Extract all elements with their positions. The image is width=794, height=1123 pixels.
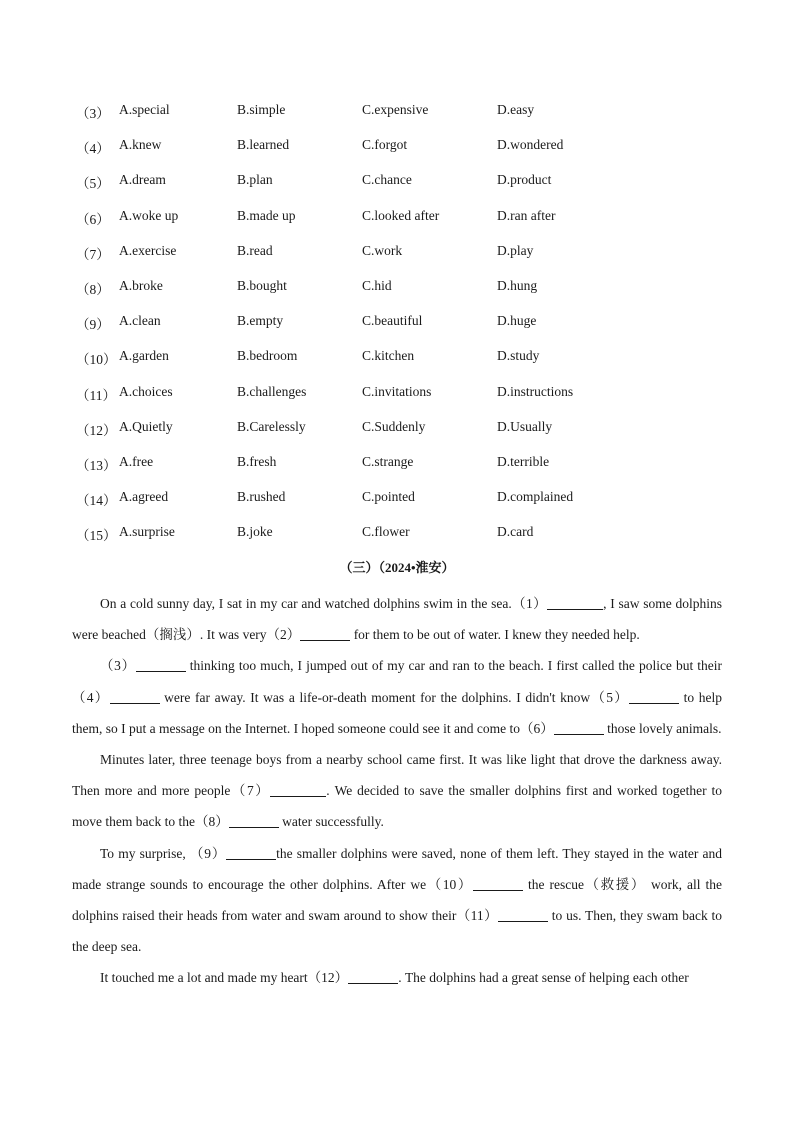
option-b[interactable]: B.bought (237, 277, 287, 293)
option-b[interactable]: B.empty (237, 313, 284, 329)
option-row (72, 243, 722, 278)
option-row (72, 172, 722, 207)
question-number: （8） (76, 281, 110, 297)
paragraph-3 (72, 744, 722, 838)
paragraph-5 (72, 962, 722, 993)
blank-12[interactable] (348, 970, 398, 985)
option-c[interactable]: C.forgot (362, 137, 408, 153)
text: On a cold sunny day, I sat in my car and watched dolphins swim in the sea.（1） (100, 596, 548, 611)
option-d[interactable]: D.product (497, 172, 552, 188)
option-a[interactable]: A.exercise (119, 242, 177, 258)
question-number: （9） (76, 317, 110, 333)
option-b[interactable]: B.bedroom (237, 348, 298, 364)
question-number: （10） (76, 352, 117, 368)
option-b[interactable]: B.read (237, 242, 273, 258)
option-row (72, 102, 722, 137)
option-a[interactable]: A.surprise (119, 524, 175, 540)
question-number: （7） (76, 246, 110, 262)
question-number: （3） (76, 106, 110, 121)
text: （3） (100, 658, 136, 674)
option-a[interactable]: A.choices (119, 383, 173, 399)
option-c[interactable]: C.kitchen (362, 348, 415, 364)
answer-options (72, 102, 722, 559)
question-number: （6） (76, 211, 110, 227)
text: . The dolphins had a great sense of helping each other (398, 970, 689, 986)
option-row (72, 313, 722, 348)
blank-11[interactable] (498, 908, 548, 923)
option-c[interactable]: C.strange (362, 453, 414, 469)
option-d[interactable]: D.instructions (497, 383, 574, 399)
option-c[interactable]: C.chance (362, 172, 412, 188)
option-a[interactable]: A.knew (119, 137, 162, 153)
option-row (72, 419, 722, 454)
option-a[interactable]: A.broke (119, 277, 163, 293)
option-c[interactable]: C.looked after (362, 207, 440, 223)
question-number: （12） (76, 422, 117, 438)
section-title: （三）（2024•淮安） (339, 560, 455, 575)
option-d[interactable]: D.complained (497, 489, 574, 505)
text: . We decided to save the smaller dolphins first and worked together to move them back to the（8） (72, 783, 722, 830)
option-b[interactable]: B.fresh (237, 453, 277, 469)
option-c[interactable]: C.pointed (362, 489, 415, 505)
text: , I saw some dolphins were beached（搁浅）. It was very（2） (72, 596, 722, 643)
option-a[interactable]: A.free (119, 453, 154, 469)
blank-2[interactable] (300, 627, 350, 642)
option-row (72, 278, 722, 313)
option-d[interactable]: D.card (497, 524, 534, 540)
option-c[interactable]: C.expensive (362, 102, 429, 117)
text: water successfully. (278, 814, 384, 830)
option-c[interactable]: C.beautiful (362, 313, 423, 329)
option-a[interactable]: A.garden (119, 348, 169, 364)
option-b[interactable]: B.joke (237, 524, 273, 540)
option-b[interactable]: B.made up (237, 207, 296, 223)
option-a[interactable]: A.agreed (119, 489, 169, 505)
text: To my surprise, （9） (100, 845, 227, 861)
question-number: （14） (76, 493, 117, 509)
text: to help them, so I put a message on the Internet. I hoped someone could see it and come to（6） (72, 689, 723, 736)
option-c[interactable]: C.flower (362, 524, 410, 540)
paragraph-4 (72, 838, 722, 963)
blank-10[interactable] (473, 876, 523, 891)
blank-6[interactable] (554, 720, 604, 735)
option-d[interactable]: D.Usually (497, 418, 553, 434)
option-row (72, 208, 722, 243)
option-d[interactable]: D.wondered (497, 137, 564, 153)
paragraph-2 (72, 650, 722, 744)
question-number: （4） (76, 141, 110, 157)
text: the rescue（救援） work, all the dolphins raised their heads from water and swam around to show their（11） (72, 876, 723, 924)
text: were far away. It was a life-or-death moment for the dolphins. I didn't know（5） (159, 689, 629, 705)
option-a[interactable]: A.clean (119, 313, 161, 329)
text: for them to be out of water. I knew they needed help. (350, 627, 640, 643)
question-number: （13） (76, 457, 117, 473)
blank-8[interactable] (229, 814, 279, 829)
option-c[interactable]: C.Suddenly (362, 418, 426, 434)
blank-7[interactable] (270, 783, 326, 798)
option-d[interactable]: D.ran after (497, 207, 556, 223)
option-d[interactable]: D.study (497, 348, 540, 364)
paragraph-1 (72, 588, 722, 650)
passage (72, 588, 722, 994)
blank-5[interactable] (629, 689, 679, 704)
option-row (72, 489, 722, 524)
option-b[interactable]: B.Carelessly (237, 418, 306, 434)
question-number: （5） (76, 176, 110, 192)
text: thinking too much, I jumped out of my car and ran to the beach. I first called the police but their （4） (72, 658, 723, 705)
option-a[interactable]: A.woke up (119, 207, 179, 223)
text: It touched me a lot and made my heart（12） (100, 970, 349, 986)
option-d[interactable]: D.easy (497, 102, 535, 117)
option-b[interactable]: B.simple (237, 102, 286, 117)
option-d[interactable]: D.play (497, 242, 534, 258)
question-number: （15） (76, 528, 117, 544)
text: to us. Then, they swam back to the deep sea. (72, 908, 722, 955)
blank-1[interactable] (547, 596, 603, 611)
option-b[interactable]: B.rushed (237, 489, 286, 505)
option-row (72, 348, 722, 383)
option-row (72, 384, 722, 419)
blank-3[interactable] (136, 658, 186, 673)
option-d[interactable]: D.terrible (497, 453, 550, 469)
option-row (72, 137, 722, 172)
option-b[interactable]: B.challenges (237, 383, 307, 399)
option-c[interactable]: C.work (362, 242, 403, 258)
blank-4[interactable] (110, 689, 160, 704)
text: the smaller dolphins were saved, none of them left. They stayed in the water and made strange sounds to encourage the other dolphins. After we（10） (72, 845, 722, 892)
blank-9[interactable] (226, 845, 276, 860)
option-c[interactable]: C.hid (362, 277, 392, 293)
text: those lovely animals. (603, 720, 722, 736)
option-a[interactable]: A.Quietly (119, 418, 173, 434)
option-c[interactable]: C.invitations (362, 383, 432, 399)
option-d[interactable]: D.huge (497, 313, 537, 329)
option-a[interactable]: A.special (119, 102, 170, 117)
option-d[interactable]: D.hung (497, 277, 538, 293)
text: Minutes later, three teenage boys from a nearby school came first. It was like light that drove the darkness away. Then more and more people（7） (72, 752, 722, 799)
option-a[interactable]: A.dream (119, 172, 166, 188)
option-row (72, 454, 722, 489)
option-b[interactable]: B.learned (237, 137, 290, 153)
option-row (72, 524, 722, 559)
question-number: （11） (76, 387, 116, 403)
option-b[interactable]: B.plan (237, 172, 273, 188)
